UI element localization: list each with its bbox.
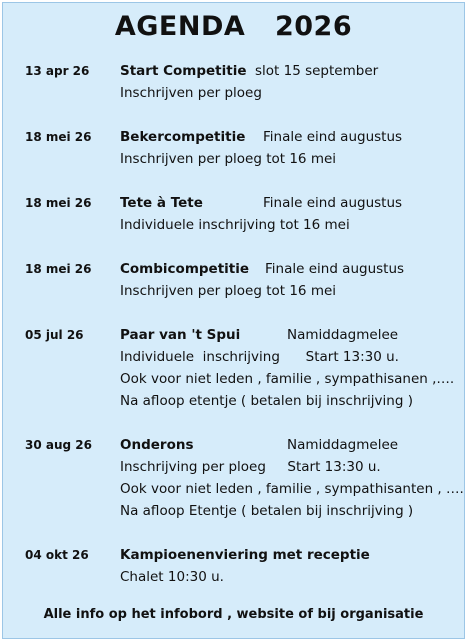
event-date: 18 mei 26 xyxy=(25,262,92,276)
event-name: Kampioenenviering met receptie xyxy=(120,547,370,563)
event-detail-line: Inschrijven per ploeg xyxy=(120,85,262,101)
event-details xyxy=(120,126,465,170)
event-details xyxy=(120,258,465,302)
event-details xyxy=(120,544,465,588)
event-details xyxy=(120,60,465,104)
event-name: Combicompetitie xyxy=(120,261,250,277)
event-header-line xyxy=(120,434,465,456)
event-detail-line: Chalet 10:30 u. xyxy=(120,569,224,585)
event-note: slot 15 september xyxy=(255,63,379,79)
event-detail-line: Individuele inschrijving tot 16 mei xyxy=(120,217,350,233)
event-header-line xyxy=(120,60,465,82)
event-header-line xyxy=(120,544,465,566)
event-header-line xyxy=(120,258,465,280)
event-details xyxy=(120,192,465,236)
footer-note: Alle info op het infobord , website of bij organisatie xyxy=(43,607,424,622)
event-detail-line: Na afloop Etentje ( betalen bij inschrijving ) xyxy=(120,503,414,519)
event-header-line xyxy=(120,192,465,214)
event-name: Tete à Tete xyxy=(120,195,203,211)
event-details xyxy=(120,324,465,412)
event-header-line xyxy=(120,324,465,346)
event-detail-line: Ook voor niet leden , familie , sympathisanen ,…. xyxy=(120,371,455,387)
event-detail-line: Individuele inschrijving Start 13:30 u. xyxy=(120,349,399,365)
event-note: Namiddagmelee xyxy=(287,327,399,343)
event-note: Namiddagmelee xyxy=(287,437,399,453)
event-detail-line: Inschrijven per ploeg tot 16 mei xyxy=(120,283,337,299)
event-detail-line: Na afloop etentje ( betalen bij inschrijving ) xyxy=(120,393,413,409)
agenda-poster xyxy=(2,2,465,639)
event-note: Finale eind augustus xyxy=(263,129,403,145)
event-detail-line: Ook voor niet leden , familie , sympathisanten , …. xyxy=(120,481,464,497)
event-note: Finale eind augustus xyxy=(265,261,405,277)
event-date: 04 okt 26 xyxy=(25,548,89,562)
event-date: 18 mei 26 xyxy=(25,130,92,144)
event-date: 30 aug 26 xyxy=(25,438,92,452)
event-name: Start Competitie xyxy=(120,63,247,79)
event-name: Paar van 't Spui xyxy=(120,327,241,343)
event-detail-line: Inschrijving per ploeg Start 13:30 u. xyxy=(120,459,381,475)
event-details xyxy=(120,434,465,522)
event-name: Onderons xyxy=(120,437,194,453)
page-title: AGENDA 2026 xyxy=(114,11,353,42)
event-header-line xyxy=(120,126,465,148)
event-date: 05 jul 26 xyxy=(25,328,84,342)
event-detail-line: Inschrijven per ploeg tot 16 mei xyxy=(120,151,337,167)
event-note: Finale eind augustus xyxy=(263,195,403,211)
event-date: 18 mei 26 xyxy=(25,196,92,210)
event-date: 13 apr 26 xyxy=(25,64,90,78)
event-name: Bekercompetitie xyxy=(120,129,246,145)
